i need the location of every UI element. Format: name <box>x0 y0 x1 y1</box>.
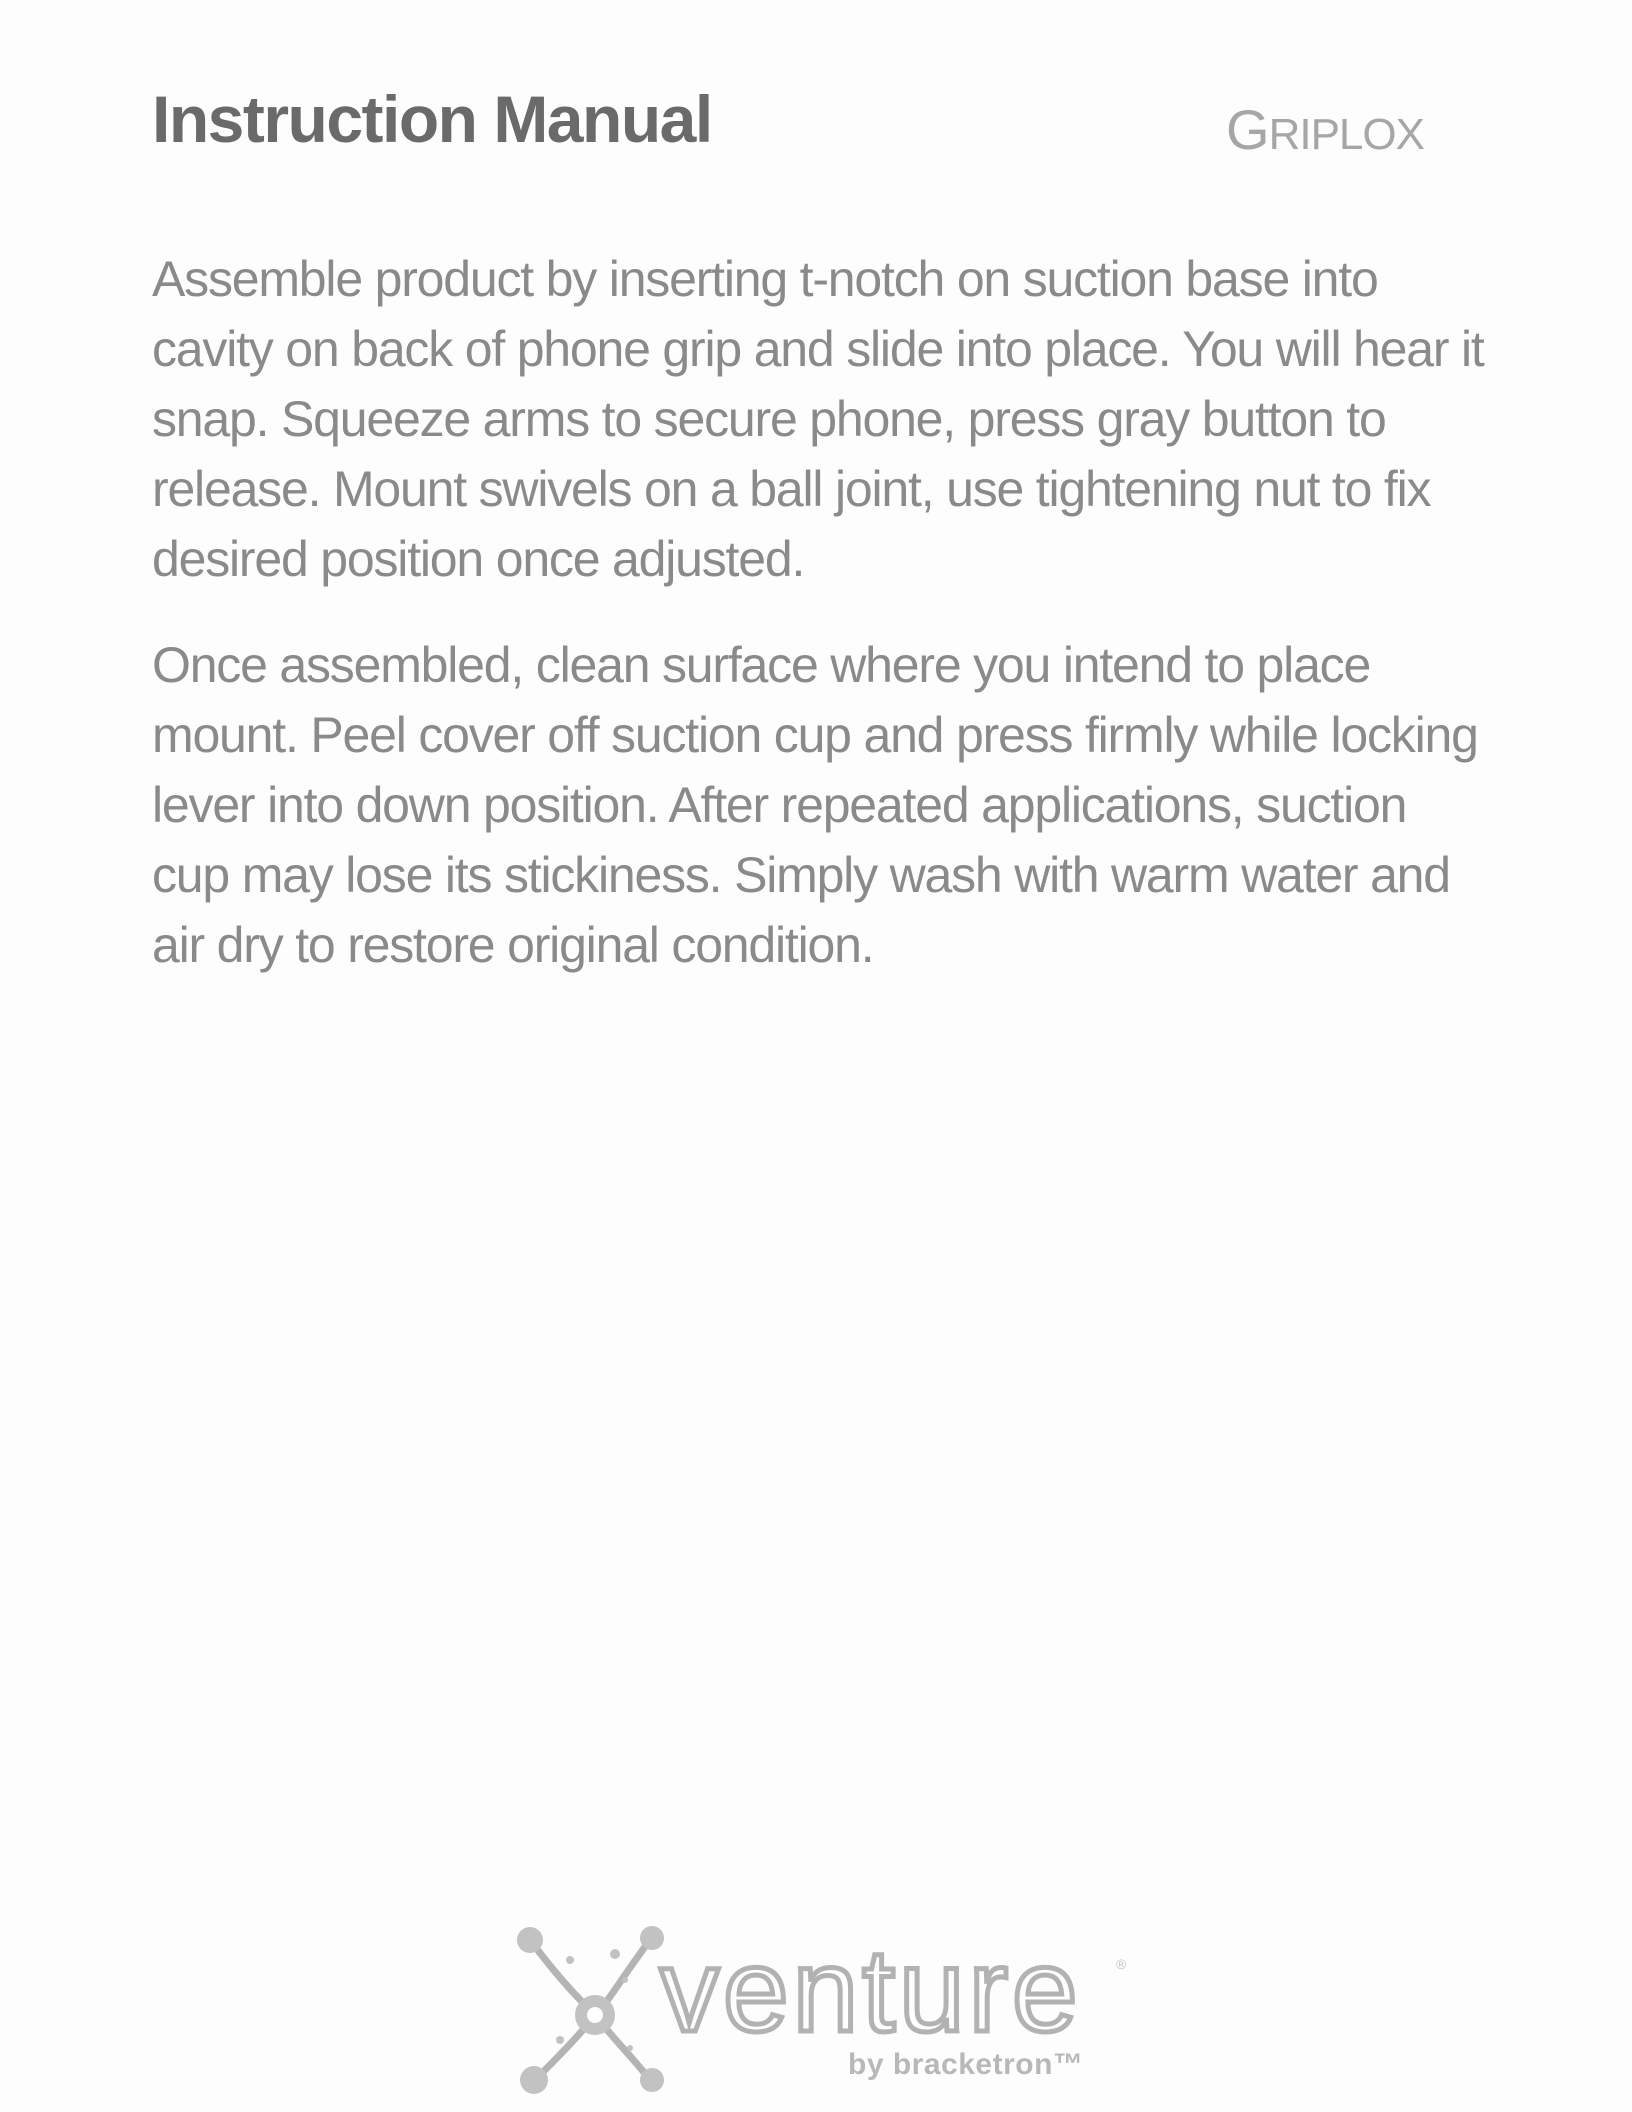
brand-rest: RIPLOX <box>1268 110 1424 159</box>
instructions-body <box>152 244 1492 1016</box>
registered-mark: ® <box>1116 1956 1127 1972</box>
brand-initial: G <box>1226 98 1269 161</box>
griplox-brand-logo <box>1226 98 1424 161</box>
instructions-paragraph-assembly: Assemble product by inserting t-notch on suction base into cavity on back of phone grip and slide into place. You will hear it snap. Squeeze arms to secure phone, press gray button to release. Mount swivels on a ball joint, use tightening nut to fix desired position once adjusted. <box>152 251 1484 587</box>
logo-byline: by bracketron™ <box>848 2048 1084 2081</box>
logo-wordmark: venture <box>660 1925 1082 2057</box>
x-splat-logo-icon <box>510 1920 680 2100</box>
page-title: Instruction Manual <box>152 82 712 156</box>
instructions-paragraph-mounting: Once assembled, clean surface where you intend to place mount. Peel cover off suction cup and press firmly while locking lever into down position. After repeated applications, suction cup may lose its stickiness. Simply wash with warm water and air dry to restore original condition. <box>152 637 1478 973</box>
venture-logo <box>510 1920 1130 2100</box>
